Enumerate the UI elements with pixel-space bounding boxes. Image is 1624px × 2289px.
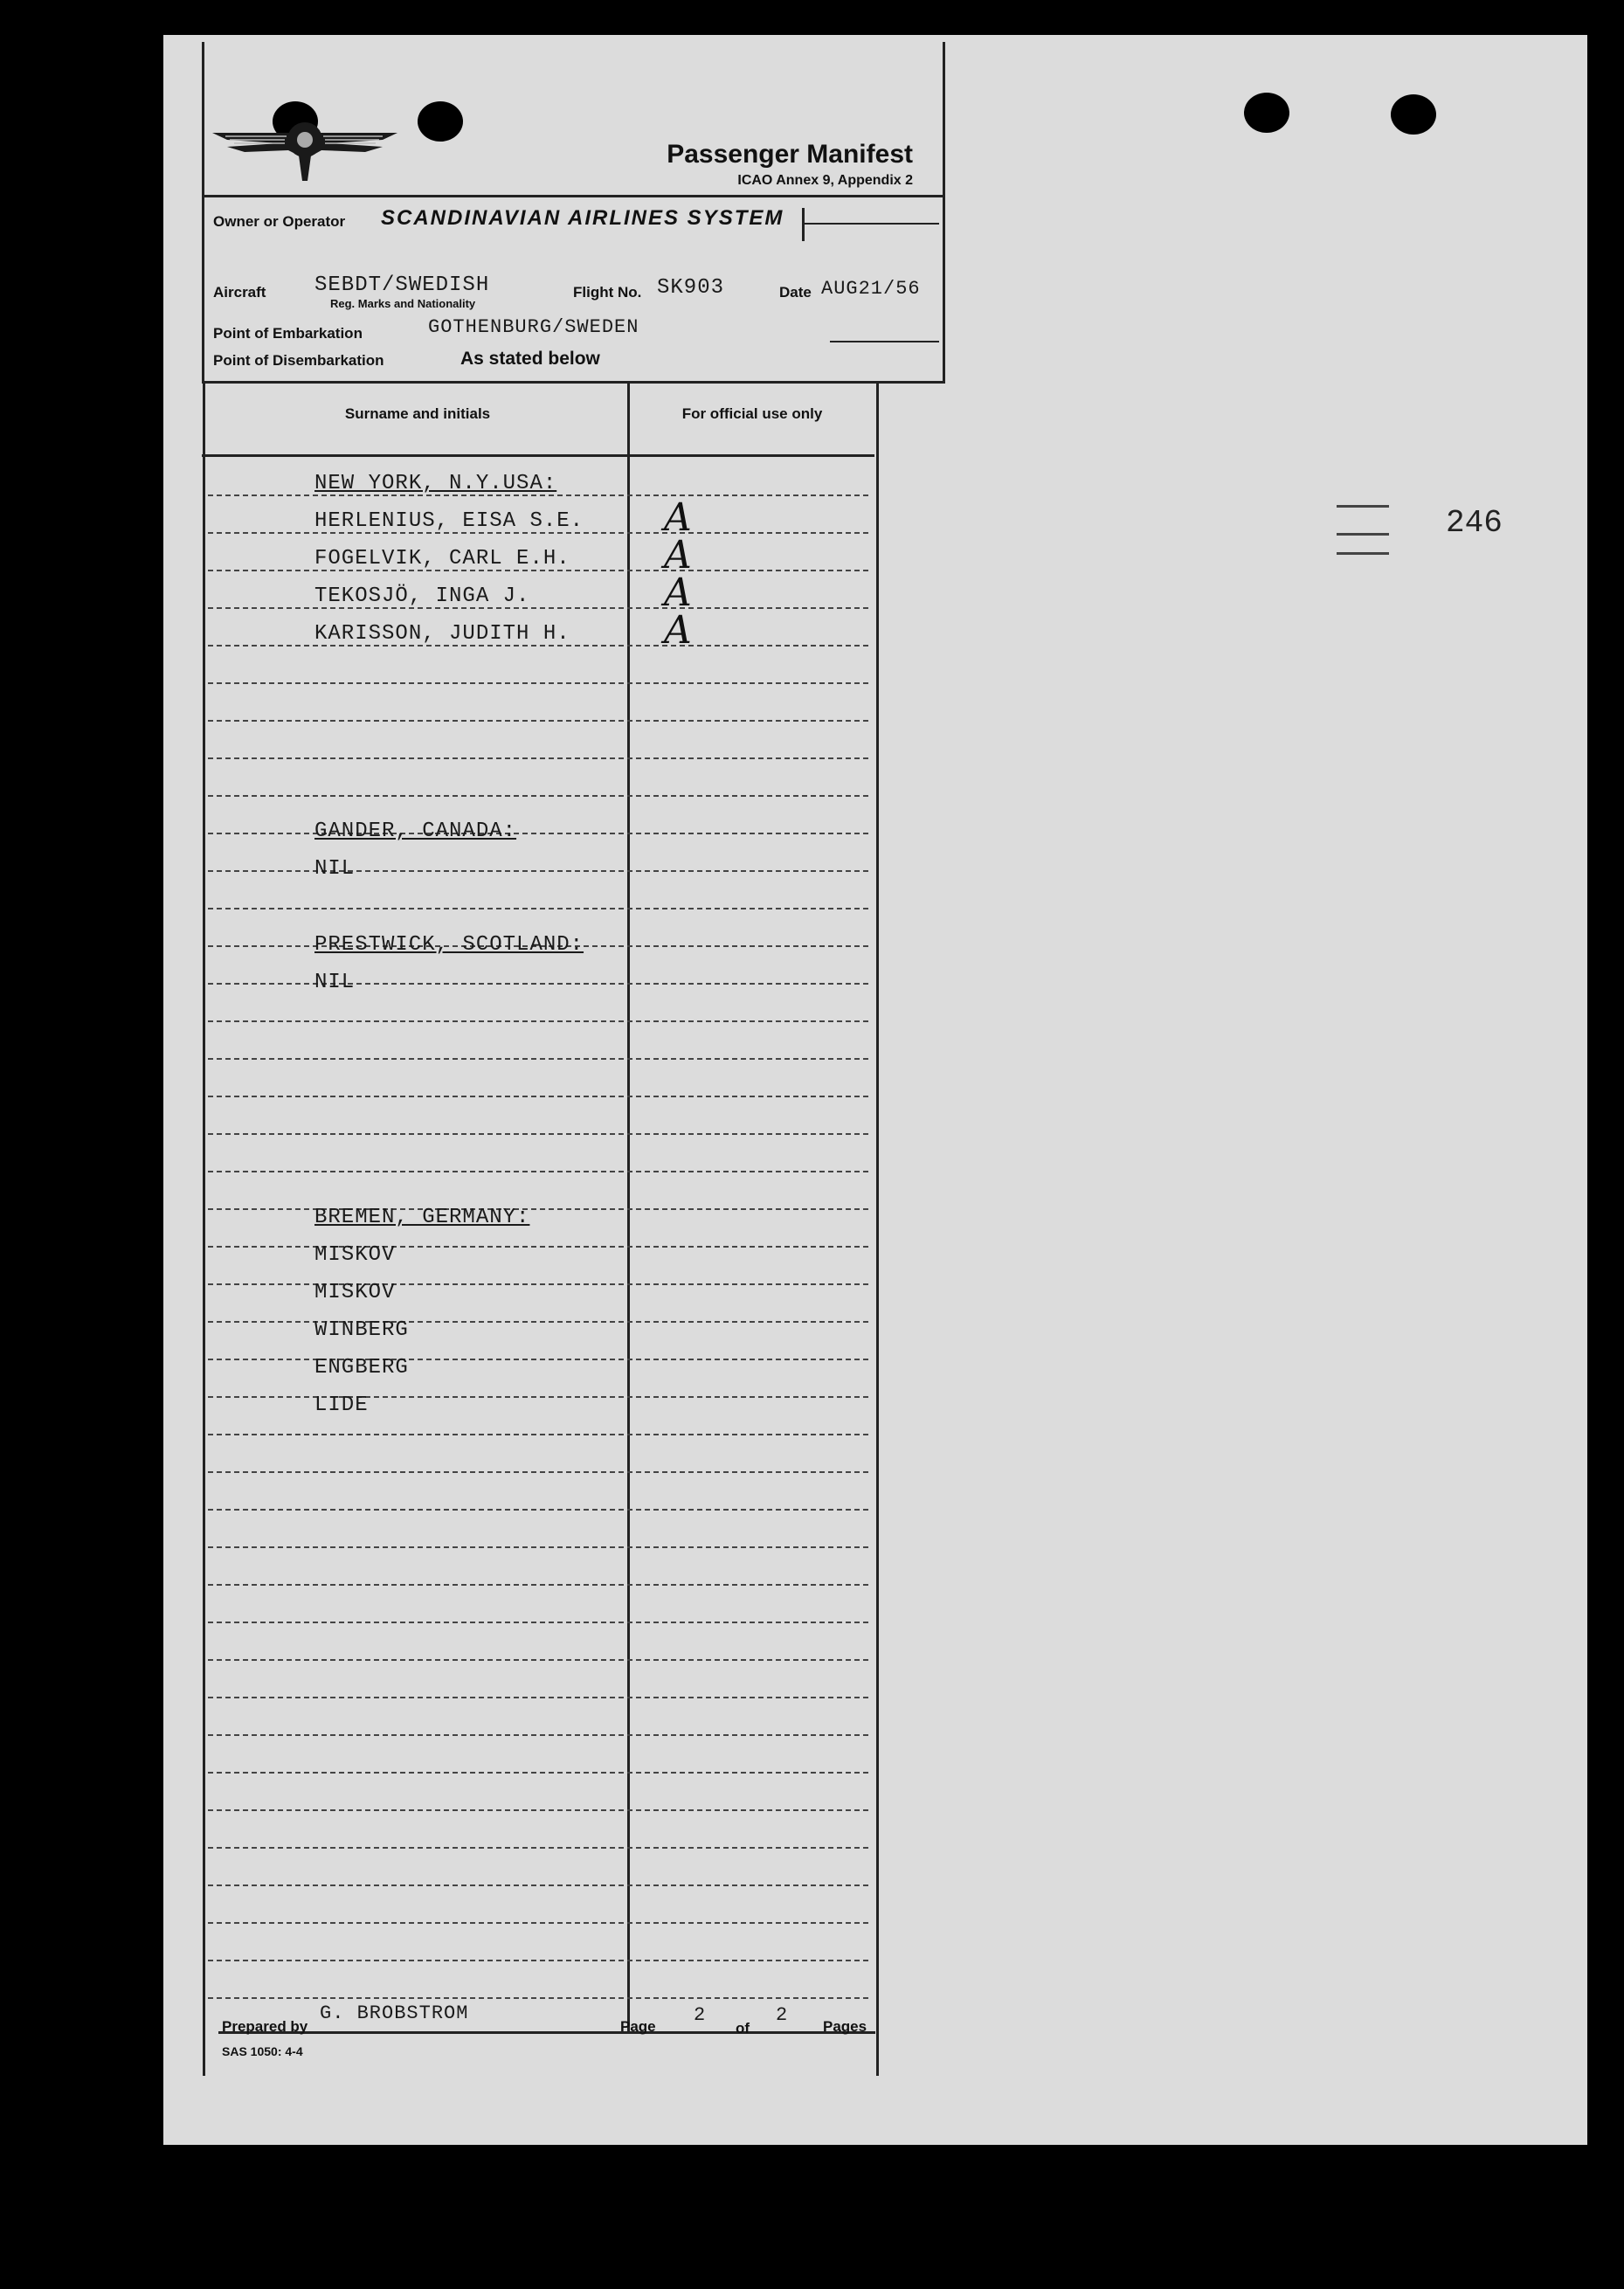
- disembarkation-value: As stated below: [460, 349, 600, 369]
- ruled-line: [208, 1847, 868, 1849]
- column-separator: [627, 381, 630, 2032]
- owner-label: Owner or Operator: [213, 213, 346, 230]
- form-code: SAS 1050: 4-4: [222, 2044, 303, 2058]
- ruled-line: [208, 1434, 868, 1435]
- of-value: 2: [776, 2004, 789, 2026]
- ruled-line: [208, 908, 868, 909]
- pages-label: Pages: [823, 2018, 867, 2035]
- embarkation-label: Point of Embarkation: [213, 325, 363, 342]
- aircraft-value: SEBDT/SWEDISH: [314, 273, 490, 297]
- passenger-entry: NIL: [314, 971, 356, 994]
- ruled-line: [208, 1546, 868, 1548]
- ruled-line: [208, 1922, 868, 1924]
- passenger-entry: ENGBERG: [314, 1356, 409, 1380]
- ruled-line: [208, 795, 868, 797]
- ruled-line: [208, 1509, 868, 1511]
- disembarkation-label: Point of Disembarkation: [213, 352, 384, 369]
- ruled-line: [208, 1734, 868, 1736]
- flight-label: Flight No.: [573, 284, 642, 301]
- ruled-line: [208, 1772, 868, 1774]
- ruled-line: [208, 682, 868, 684]
- ruled-line: [208, 1396, 868, 1398]
- table-head-rule: [202, 454, 874, 457]
- form-subtitle: ICAO Annex 9, Appendix 2: [737, 173, 913, 188]
- ruled-line: [208, 1359, 868, 1360]
- date-value: AUG21/56: [821, 278, 921, 300]
- stamp-mark: [1337, 552, 1389, 555]
- passenger-entry: TEKOSJÖ, INGA J.: [314, 584, 530, 608]
- column-header-surname: Surname and initials: [344, 405, 491, 422]
- punch-hole: [418, 101, 463, 142]
- owner-value: SCANDINAVIAN AIRLINES SYSTEM: [381, 206, 784, 230]
- ruled-line: [208, 1997, 868, 1999]
- ruled-line: [208, 1058, 868, 1060]
- ruled-line: [208, 1809, 868, 1811]
- footer-rule: [218, 2031, 875, 2034]
- passenger-entry: MISKOV: [314, 1243, 396, 1267]
- passenger-entry: MISKOV: [314, 1281, 396, 1304]
- aircraft-label: Aircraft: [213, 284, 266, 301]
- ruled-line: [208, 1208, 868, 1210]
- destination-heading: PRESTWICK, SCOTLAND:: [314, 933, 584, 957]
- ruled-line: [208, 1020, 868, 1022]
- passenger-entry: LIDE: [314, 1393, 369, 1417]
- stamp-mark: [1337, 505, 1389, 508]
- ruled-line: [208, 1622, 868, 1623]
- ruled-line: [208, 1659, 868, 1661]
- passenger-entry: KARISSON, JUDITH H.: [314, 622, 570, 646]
- of-label: of: [736, 2020, 750, 2037]
- ruled-line: [208, 1960, 868, 1961]
- ruled-line: [208, 1471, 868, 1473]
- punch-hole: [1244, 93, 1289, 133]
- stamp-number: 246: [1446, 505, 1503, 541]
- prepared-by-label: Prepared by: [222, 2018, 308, 2035]
- ruled-line: [208, 833, 868, 834]
- destination-heading: NEW YORK, N.Y.USA:: [314, 472, 557, 495]
- ruled-line: [208, 1096, 868, 1097]
- ruled-line: [208, 870, 868, 872]
- ruled-line: [208, 983, 868, 985]
- embarkation-rule: [830, 341, 939, 342]
- date-label: Date: [779, 284, 812, 301]
- punch-hole: [1391, 94, 1436, 135]
- ruled-line: [208, 1697, 868, 1698]
- ruled-line: [208, 1884, 868, 1886]
- airline-wings-logo: [208, 98, 402, 194]
- column-header-official: For official use only: [681, 405, 823, 422]
- ruled-line: [208, 1133, 868, 1135]
- operator-mark: [802, 208, 805, 241]
- flight-value: SK903: [657, 276, 725, 300]
- ruled-line: [208, 1246, 868, 1248]
- prepared-by-value: G. BROBSTROM: [320, 2002, 469, 2024]
- page-value: 2: [694, 2004, 707, 2026]
- passenger-entry: WINBERG: [314, 1318, 409, 1342]
- ruled-line: [208, 1283, 868, 1285]
- form-title: Passenger Manifest: [667, 140, 913, 169]
- header-divider: [202, 195, 943, 197]
- passenger-entry: FOGELVIK, CARL E.H.: [314, 547, 570, 571]
- stamp-mark: [1337, 533, 1389, 536]
- destination-heading: BREMEN, GERMANY:: [314, 1206, 530, 1229]
- passenger-entry: HERLENIUS, EISA S.E.: [314, 509, 584, 533]
- official-check-mark: A: [664, 608, 692, 653]
- reg-marks-label: Reg. Marks and Nationality: [330, 297, 476, 310]
- ruled-line: [208, 1584, 868, 1586]
- ruled-line: [208, 1321, 868, 1323]
- operator-underline: [804, 223, 939, 225]
- ruled-line: [208, 720, 868, 722]
- passenger-entry: NIL: [314, 857, 356, 881]
- ruled-line: [208, 757, 868, 759]
- official-check-mark: A: [664, 495, 692, 540]
- embarkation-value: GOTHENBURG/SWEDEN: [428, 316, 639, 338]
- page-label: Page: [620, 2018, 656, 2035]
- ruled-line: [208, 1171, 868, 1172]
- official-check-mark: A: [664, 571, 692, 615]
- ruled-line: [208, 607, 868, 609]
- official-check-mark: A: [664, 533, 692, 577]
- destination-heading: GANDER, CANADA:: [314, 819, 517, 843]
- table-top-rule: [202, 381, 943, 384]
